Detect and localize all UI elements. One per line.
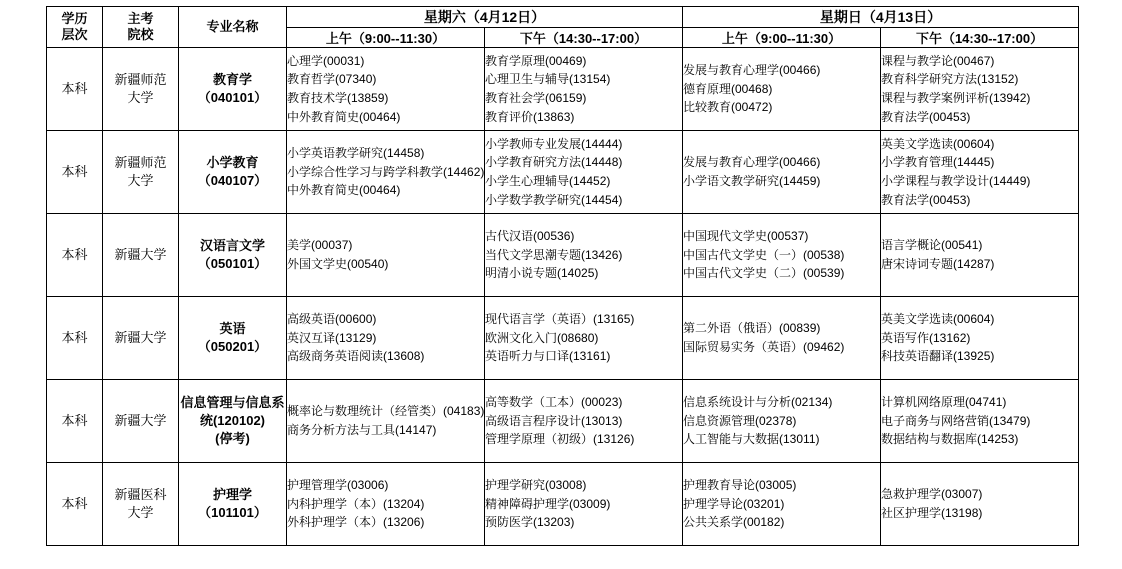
cell-major	[179, 463, 287, 546]
course-item: 中国古代文学史（一）(00538)	[683, 247, 845, 262]
cell-sun-morning	[683, 131, 881, 214]
cell-sun-afternoon	[881, 48, 1079, 131]
cell-sat-morning	[287, 131, 485, 214]
course-item: 人工智能与大数据(13011)	[683, 432, 820, 447]
cell-sat-morning	[287, 214, 485, 297]
course-item: 美学(00037)	[287, 238, 353, 253]
course-item: 中国现代文学史(00537)	[683, 229, 809, 244]
cell-level: 本科	[47, 380, 103, 463]
major-name: 教育学	[212, 71, 252, 87]
header-school-line2: 院校	[127, 27, 154, 42]
cell-sun-afternoon	[881, 380, 1079, 463]
course-item: 信息系统设计与分析(02134)	[683, 395, 833, 410]
course-item: 唐宋诗词专题(14287)	[881, 257, 995, 271]
table-row	[47, 214, 1079, 297]
course-item: 社区护理学(13198)	[881, 506, 983, 520]
cell-sat-afternoon	[485, 131, 683, 214]
course-item: 德育原理(00468)	[683, 81, 773, 96]
cell-level: 本科	[47, 214, 103, 297]
course-item: 护理教育导论(03005)	[683, 478, 797, 493]
course-item: 发展与教育心理学(00466)	[683, 155, 821, 170]
header-sun-morning: 上午（9:00--11:30）	[683, 28, 881, 48]
cell-major	[179, 131, 287, 214]
course-item: 国际贸易实务（英语）(09462)	[683, 340, 845, 354]
course-item: 教育科学研究方法(13152)	[881, 72, 1019, 87]
course-item: 古代汉语(00536)	[485, 229, 575, 244]
school-line1: 新疆大学	[114, 413, 167, 429]
course-item: 明清小说专题(14025)	[485, 266, 599, 281]
course-item: 小学教育研究方法(14448)	[485, 155, 623, 170]
course-item: 小学数学教学研究(14454)	[485, 192, 623, 207]
course-item: 护理学研究(03008)	[485, 478, 587, 493]
cell-sun-afternoon	[881, 131, 1079, 214]
header-school	[103, 7, 179, 48]
course-item: 公共关系学(00182)	[683, 515, 785, 530]
cell-major	[179, 380, 287, 463]
header-level-line1: 学历	[61, 10, 88, 26]
course-item: 电子商务与网络营销(13479)	[881, 413, 1031, 428]
cell-sun-morning	[683, 214, 881, 297]
cell-sat-morning	[287, 48, 485, 131]
course-item: 课程与教学论(00467)	[881, 53, 995, 68]
header-row-top	[47, 7, 1079, 28]
course-item: 心理卫生与辅导(13154)	[485, 72, 611, 87]
course-item: 内科护理学（本）(13204)	[287, 496, 425, 511]
major-code: （040107）	[197, 173, 268, 188]
header-level	[47, 7, 103, 48]
course-item: 高级语言程序设计(13013)	[485, 413, 623, 428]
table-row	[47, 48, 1079, 131]
cell-school	[103, 380, 179, 463]
course-item: 心理学(00031)	[287, 53, 365, 68]
cell-level: 本科	[47, 48, 103, 131]
header-sat-afternoon: 下午（14:30--17:00）	[485, 28, 683, 48]
cell-level: 本科	[47, 463, 103, 546]
cell-school	[103, 463, 179, 546]
course-item: 管理学原理（初级）(13126)	[485, 432, 635, 447]
cell-sun-morning	[683, 380, 881, 463]
course-item: 精神障碍护理学(03009)	[485, 496, 611, 511]
cell-school	[103, 214, 179, 297]
header-sun-afternoon: 下午（14:30--17:00）	[881, 28, 1079, 48]
major-name: 护理学	[212, 486, 252, 502]
major-name: 信息管理与信息系统(120102)	[180, 394, 285, 428]
table-row	[47, 131, 1079, 214]
cell-major	[179, 48, 287, 131]
cell-sat-afternoon	[485, 297, 683, 380]
major-code: (停考)	[215, 431, 250, 447]
course-item: 课程与教学案例评析(13942)	[881, 91, 1031, 105]
header-major: 专业名称	[179, 7, 287, 48]
cell-sat-morning	[287, 463, 485, 546]
course-item: 语言学概论(00541)	[881, 238, 983, 253]
course-item: 教育法学(00453)	[881, 192, 971, 207]
cell-sun-morning	[683, 297, 881, 380]
major-code: （040101）	[197, 90, 268, 105]
cell-sat-afternoon	[485, 463, 683, 546]
cell-school	[103, 131, 179, 214]
course-item: 小学综合性学习与跨学科教学(14462)	[287, 164, 484, 179]
course-item: 第二外语（俄语）(00839)	[683, 321, 821, 336]
major-name: 汉语言文学	[199, 237, 265, 253]
header-level-line2: 层次	[61, 27, 88, 42]
course-item: 小学语文教学研究(14459)	[683, 174, 821, 188]
table-row	[47, 463, 1079, 546]
school-line1: 新疆师范	[114, 155, 167, 171]
cell-sat-afternoon	[485, 380, 683, 463]
course-item: 当代文学思潮专题(13426)	[485, 247, 623, 262]
major-code: （101101）	[198, 505, 267, 520]
cell-sun-morning	[683, 463, 881, 546]
cell-major	[179, 214, 287, 297]
course-item: 教育法学(00453)	[881, 109, 971, 124]
school-line2: 大学	[127, 90, 154, 105]
course-item: 英语写作(13162)	[881, 330, 971, 345]
cell-sat-morning	[287, 380, 485, 463]
major-name: 小学教育	[206, 154, 259, 170]
cell-level: 本科	[47, 131, 103, 214]
cell-major	[179, 297, 287, 380]
table-header	[47, 7, 1079, 48]
course-item: 外国文学史(00540)	[287, 257, 389, 271]
course-item: 商务分析方法与工具(14147)	[287, 423, 437, 437]
cell-school	[103, 297, 179, 380]
cell-sun-morning	[683, 48, 881, 131]
major-name: 英语	[219, 320, 246, 336]
table-body	[47, 48, 1079, 546]
course-item: 小学教育管理(14445)	[881, 155, 995, 170]
course-item: 中国古代文学史（二）(00539)	[683, 266, 845, 281]
course-item: 中外教育简史(00464)	[287, 109, 401, 124]
cell-sun-afternoon	[881, 214, 1079, 297]
table-row	[47, 297, 1079, 380]
course-item: 外科护理学（本）(13206)	[287, 515, 425, 530]
cell-level: 本科	[47, 297, 103, 380]
course-item: 高等数学（工本）(00023)	[485, 395, 623, 410]
school-line1: 新疆大学	[114, 330, 167, 346]
course-item: 高级商务英语阅读(13608)	[287, 349, 425, 364]
course-item: 英语听力与口译(13161)	[485, 349, 611, 364]
course-item: 信息资源管理(02378)	[683, 413, 797, 428]
cell-sat-morning	[287, 297, 485, 380]
course-item: 科技英语翻译(13925)	[881, 349, 995, 364]
school-line1: 新疆师范	[114, 72, 167, 88]
course-item: 发展与教育心理学(00466)	[683, 63, 821, 78]
course-item: 英美文学选读(00604)	[881, 312, 995, 327]
course-item: 概率论与数理统计（经管类）(04183)	[287, 404, 484, 419]
major-code: （050201）	[197, 339, 268, 354]
course-item: 预防医学(13203)	[485, 515, 575, 530]
course-item: 计算机网络原理(04741)	[881, 395, 1007, 410]
course-item: 英美文学选读(00604)	[881, 136, 995, 151]
course-item: 教育社会学(06159)	[485, 91, 587, 105]
header-sat-morning: 上午（9:00--11:30）	[287, 28, 485, 48]
course-item: 数据结构与数据库(14253)	[881, 432, 1019, 447]
course-item: 教育哲学(07340)	[287, 72, 377, 87]
course-item: 小学生心理辅导(14452)	[485, 174, 611, 188]
table-row	[47, 380, 1079, 463]
course-item: 英汉互译(13129)	[287, 330, 377, 345]
header-sunday: 星期日（4月13日）	[683, 7, 1079, 28]
cell-sun-afternoon	[881, 463, 1079, 546]
school-line1: 新疆医科	[114, 487, 167, 503]
course-item: 欧洲文化入门(08680)	[485, 330, 599, 345]
cell-school	[103, 48, 179, 131]
header-school-line1: 主考	[127, 10, 154, 26]
course-item: 高级英语(00600)	[287, 312, 377, 327]
course-item: 比较教育(00472)	[683, 100, 773, 115]
course-item: 小学英语教学研究(14458)	[287, 146, 425, 161]
cell-sun-afternoon	[881, 297, 1079, 380]
course-item: 教育学原理(00469)	[485, 53, 587, 68]
cell-sat-afternoon	[485, 48, 683, 131]
school-line2: 大学	[127, 505, 154, 520]
exam-schedule-table	[46, 6, 1079, 546]
course-item: 现代语言学（英语）(13165)	[485, 312, 635, 327]
header-saturday: 星期六（4月12日）	[287, 7, 683, 28]
course-item: 小学教师专业发展(14444)	[485, 136, 623, 151]
cell-sat-afternoon	[485, 214, 683, 297]
course-item: 护理管理学(03006)	[287, 478, 389, 493]
major-code: （050101）	[197, 256, 268, 271]
course-item: 教育评价(13863)	[485, 109, 575, 124]
school-line2: 大学	[127, 173, 154, 188]
course-item: 中外教育简史(00464)	[287, 183, 401, 198]
course-item: 护理学导论(03201)	[683, 496, 785, 511]
course-item: 小学课程与教学设计(14449)	[881, 174, 1031, 188]
course-item: 急救护理学(03007)	[881, 487, 983, 502]
school-line1: 新疆大学	[114, 247, 167, 263]
course-item: 教育技术学(13859)	[287, 91, 389, 105]
